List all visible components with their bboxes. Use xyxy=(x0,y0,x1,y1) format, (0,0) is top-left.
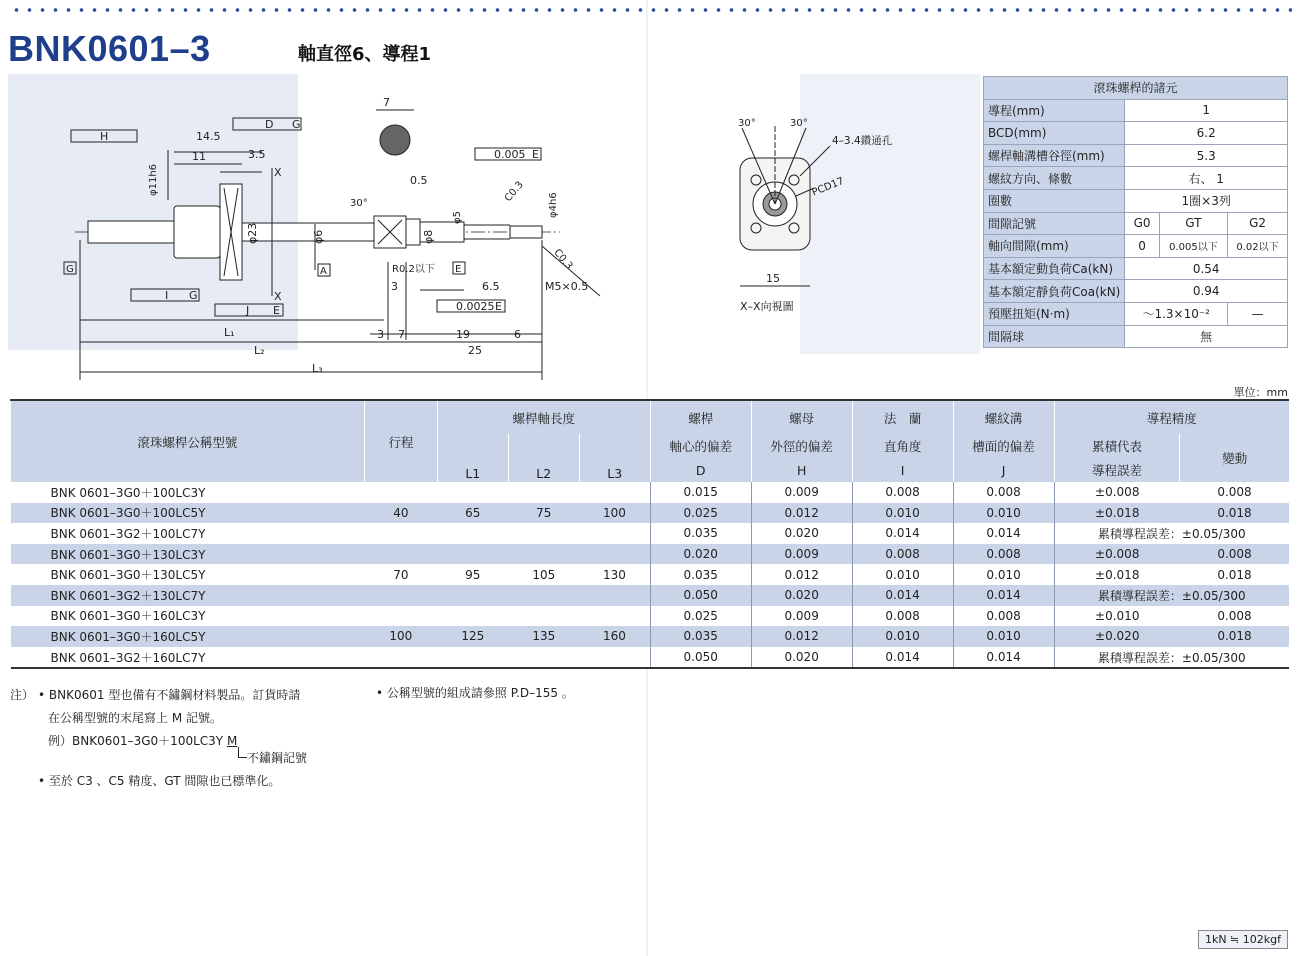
col-variation: 變動 xyxy=(1180,434,1289,482)
table-row: BNK 0601–3G0＋160LC3Y 0.025 0.009 0.008 0.008 ±0.010 0.008 xyxy=(11,606,1290,627)
spec-title: 滾珠螺桿的諸元 xyxy=(984,77,1288,100)
table-row: BNK 0601–3G0＋130LC3Y 0.020 0.009 0.008 0.008 ±0.008 0.008 xyxy=(11,544,1290,565)
model-table xyxy=(10,399,1289,669)
table-row: BNK 0601–3G0＋160LC5Y 100 125 135 160 0.035 0.012 0.010 0.010 ±0.020 0.018 xyxy=(11,626,1290,647)
unit-label: 單位：mm xyxy=(1233,386,1288,399)
datum-a: A xyxy=(320,266,327,277)
table-row: BNK 0601–3G2＋100LC7Y 0.035 0.020 0.014 0.014 累積導程誤差：±0.05/300 xyxy=(11,523,1290,544)
col-l3: L3 xyxy=(579,434,650,482)
datum-e: E xyxy=(455,264,462,275)
note-2: • 至於 C3 、C5 精度、GT 間隙也已標準化。 xyxy=(38,774,281,788)
spec-row: 導程(mm) 1 xyxy=(984,99,1288,122)
dim-c03b: C0.3 xyxy=(551,247,575,272)
spec-row: 間隙記號 G0 GT G2 xyxy=(984,212,1288,235)
unit-conversion: 1kN ≒ 102kgf xyxy=(1198,930,1288,949)
col-stroke: 行程 xyxy=(364,400,437,482)
frame-e2: E xyxy=(273,304,280,317)
col-j-mid: 槽面的偏差 xyxy=(953,434,1054,458)
col-l2: L2 xyxy=(508,434,579,482)
col-i-mid: 直角度 xyxy=(852,434,953,458)
col-h-top: 螺母 xyxy=(751,400,852,434)
dim-30deg: 30° xyxy=(350,198,368,209)
note-example: 例）BNK0601–3G0＋100LC3Y xyxy=(48,734,224,748)
notes-mark: 注） xyxy=(10,688,35,702)
view-width-15: 15 xyxy=(766,272,780,285)
spec-row: 間隔球 無 xyxy=(984,325,1288,348)
col-d: D xyxy=(650,458,751,482)
view-holes-label: 4–3.4鑽通孔 xyxy=(832,135,893,147)
dim-7: 7 xyxy=(383,96,390,109)
page-subtitle: 軸直徑6、導程1 xyxy=(298,44,432,65)
col-length: 螺桿軸長度 xyxy=(437,400,650,434)
table-row: BNK 0601–3G0＋130LC5Y 70 95 105 130 0.035 0.012 0.010 0.010 ±0.018 0.018 xyxy=(11,564,1290,585)
spec-row: 螺紋方向、條數 右、 1 xyxy=(984,167,1288,190)
notes-block xyxy=(10,684,307,793)
spec-row: 螺桿軸溝槽谷徑(mm) 5.3 xyxy=(984,144,1288,167)
dim-phi6: φ6 xyxy=(312,229,325,244)
dim-l2: L₂ xyxy=(254,344,265,357)
note-example-remark: 不鏽鋼記號 xyxy=(247,751,308,765)
dim-14-5: 14.5 xyxy=(196,130,221,143)
frame-runout: 0.005 xyxy=(494,148,526,161)
dim-phi8: φ8 xyxy=(422,229,435,244)
section-x-bottom: X xyxy=(274,290,282,303)
dim-phi4h6: φ4h6 xyxy=(548,192,559,218)
dim-phi23: φ23 xyxy=(246,222,259,244)
dim-c03a: C0.3 xyxy=(502,179,526,205)
col-d-top: 螺桿 xyxy=(650,400,751,434)
frame-g2: G xyxy=(189,289,198,302)
table-row: BNK 0601–3G0＋100LC5Y 40 65 75 100 0.025 0.012 0.010 0.010 ±0.018 0.018 xyxy=(11,503,1290,524)
screw-drawing xyxy=(60,94,620,384)
frame-perp: 0.0025 xyxy=(456,300,495,313)
col-cum-bottom: 導程誤差 xyxy=(1054,458,1180,482)
col-j: J xyxy=(953,458,1054,482)
frame-e3: E xyxy=(495,300,502,313)
dim-l1: L₁ xyxy=(224,326,235,339)
col-i: I xyxy=(852,458,953,482)
dim-6-5: 6.5 xyxy=(482,280,500,293)
view-pcd-label: PCD17 xyxy=(810,175,846,199)
table-row: BNK 0601–3G0＋100LC3Y 0.015 0.009 0.008 0.008 ±0.008 0.008 xyxy=(11,482,1290,503)
dim-l3: L₃ xyxy=(312,362,323,375)
dim-phi5: φ5 xyxy=(452,211,463,224)
note-3: • 公稱型號的組成請參照 P.D–155 。 xyxy=(376,686,574,700)
frame-e: E xyxy=(532,148,539,161)
col-d-mid: 軸心的偏差 xyxy=(650,434,751,458)
spec-row: 軸向間隙(mm) 0 0.005以下 0.02以下 xyxy=(984,235,1288,258)
dim-7b: 7 xyxy=(398,328,405,341)
dim-11: 11 xyxy=(192,150,206,163)
note-pointer-icon xyxy=(238,747,247,758)
note-1a: • BNK0601 型也備有不鏽鋼材料製品。訂貨時請 xyxy=(38,688,301,702)
col-model: 滾珠螺桿公稱型號 xyxy=(11,400,365,482)
page-title: BNK0601–3 xyxy=(8,28,211,69)
spec-row: BCD(mm) 6.2 xyxy=(984,122,1288,145)
spec-row: 基本額定動負荷Ca(kN) 0.54 xyxy=(984,257,1288,280)
frame-d: D xyxy=(265,118,274,131)
table-row: BNK 0601–3G2＋160LC7Y 0.050 0.020 0.014 0.014 累積導程誤差：±0.05/300 xyxy=(11,647,1290,669)
top-dotted-rule xyxy=(10,6,1292,14)
frame-j: J xyxy=(246,304,250,317)
dim-19: 19 xyxy=(456,328,470,341)
dim-6: 6 xyxy=(514,328,521,341)
dim-3: 3 xyxy=(391,280,398,293)
spec-row: 預壓扭矩(N·m) ～1.3×10⁻² — xyxy=(984,302,1288,325)
note-example-m: M xyxy=(226,734,238,748)
col-cum-top: 累積代表 xyxy=(1054,434,1180,458)
dim-m5: M5×0.5 xyxy=(545,280,589,293)
section-x-top: X xyxy=(274,166,282,179)
frame-i: I xyxy=(165,289,169,302)
col-l1: L1 xyxy=(437,434,508,482)
spec-table xyxy=(983,76,1288,348)
col-j-top: 螺紋溝 xyxy=(953,400,1054,434)
dim-0-5: 0.5 xyxy=(410,174,428,187)
view-caption: X–X向視圖 xyxy=(740,300,794,313)
spec-row: 基本額定靜負荷Coa(kN) 0.94 xyxy=(984,280,1288,303)
table-row: BNK 0601–3G2＋130LC7Y 0.050 0.020 0.014 0.014 累積導程誤差：±0.05/300 xyxy=(11,585,1290,606)
col-h: H xyxy=(751,458,852,482)
view-30deg-right: 30° xyxy=(790,118,808,129)
frame-g: G xyxy=(292,118,301,131)
flange-view-drawing xyxy=(700,110,930,320)
frame-h: H xyxy=(100,130,109,143)
dim-3-5: 3.5 xyxy=(248,148,266,161)
col-accuracy: 導程精度 xyxy=(1054,400,1289,434)
datum-g: G xyxy=(66,264,74,275)
dim-3b: 3 xyxy=(377,328,384,341)
dim-25: 25 xyxy=(468,344,482,357)
col-i-top: 法 蘭 xyxy=(852,400,953,434)
view-30deg-left: 30° xyxy=(738,118,756,129)
note-1b: 在公稱型號的末尾寫上 M 記號。 xyxy=(48,711,222,725)
dim-r02: R0.2以下 xyxy=(392,264,435,275)
dim-phi11h6: φ11h6 xyxy=(148,163,159,196)
col-h-mid: 外徑的偏差 xyxy=(751,434,852,458)
spec-row: 圈數 1圈×3列 xyxy=(984,189,1288,212)
